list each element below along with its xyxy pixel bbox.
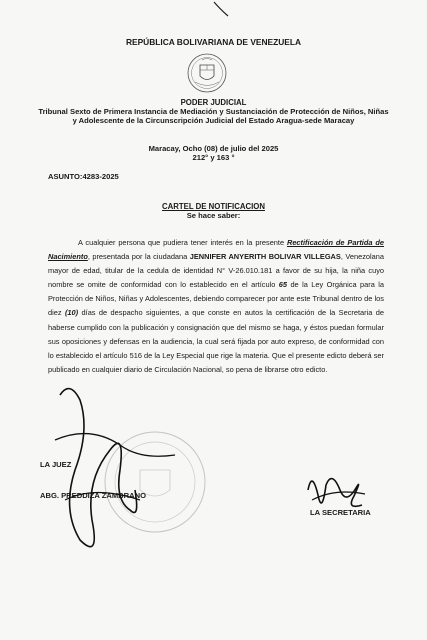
header-fecha-block — [0, 144, 427, 162]
body-case-type: Rectificación de Partida de Nacimiento — [48, 238, 384, 262]
header-poder-judicial: PODER JUDICIAL — [180, 98, 247, 107]
body-closing: días de despacho siguientes, a que conste en autos la certificación de la Secretaria de haberse cumplido con la publicación y consignación que del mismo se haga, y éstos puedan formular sus oposiciones y defensas en la audiencia, la cual será fijada por auto expreso, de conformidad con lo establecido el artículo 516 de la Ley Especial que rige la materia. Que el presente edicto deberá ser publicado en cualquier diario de Circulación Nacional, so pena de librarse otro edicto. — [48, 308, 384, 374]
header-tribunal: Tribunal Sexto de Primera Instancia de Mediación y Sustanciación de Protección de Niños, Niñas y Adolescente de la Circunscripción Judicial del Estado Aragua-sede Maracay — [38, 107, 389, 126]
header-fecha: Maracay, Ocho (08) de julio del 2025 — [148, 144, 279, 153]
header-republica: REPÚBLICA BOLIVARIANA DE VENEZUELA — [125, 37, 302, 47]
body-days-count: (10) — [64, 308, 79, 318]
cartel-title: CARTEL DE NOTIFICACION — [162, 202, 265, 211]
signature-secretaria-label: LA SECRETARIA — [310, 508, 371, 517]
court-stamp-icon — [105, 432, 205, 532]
cartel-subtitle: Se hace saber: — [186, 211, 241, 220]
judge-signature-icon — [60, 389, 137, 547]
signature-juez-label: LA JUEZ — [40, 460, 72, 469]
signature-abg-name: ABG. PREDDIZA ZAMBRANO — [40, 491, 147, 500]
body-details: , Venezolana mayor de edad, titular de la cedula de identidad N° V-26.010.181 a favor de su hija, la niña cuyo nombre se omite de conformidad con lo establecido en el artículo — [48, 252, 384, 290]
notification-body — [48, 236, 384, 377]
body-intro: A cualquier persona que pudiera tener interés en la presente — [78, 238, 287, 247]
body-applicant-name: JENNIFER ANYERITH BOLIVAR VILLEGAS — [189, 252, 341, 262]
coat-of-arms-seal-icon — [183, 52, 231, 94]
body-law-text: de la Ley Orgánica para la Protección de Niños, Niñas y Adolescentes, debiendo comparecer por ante este Tribunal dentro de los diez — [48, 280, 384, 318]
asunto-label: ASUNTO:4283-2025 — [48, 172, 119, 181]
secretary-signature-icon — [308, 479, 362, 507]
pen-mark-top — [214, 2, 228, 16]
body-presented-by: , presentada por la ciudadana — [87, 252, 190, 262]
header-anios: 212° y 163 ° — [192, 153, 235, 163]
body-article-number: 65 — [278, 280, 288, 290]
